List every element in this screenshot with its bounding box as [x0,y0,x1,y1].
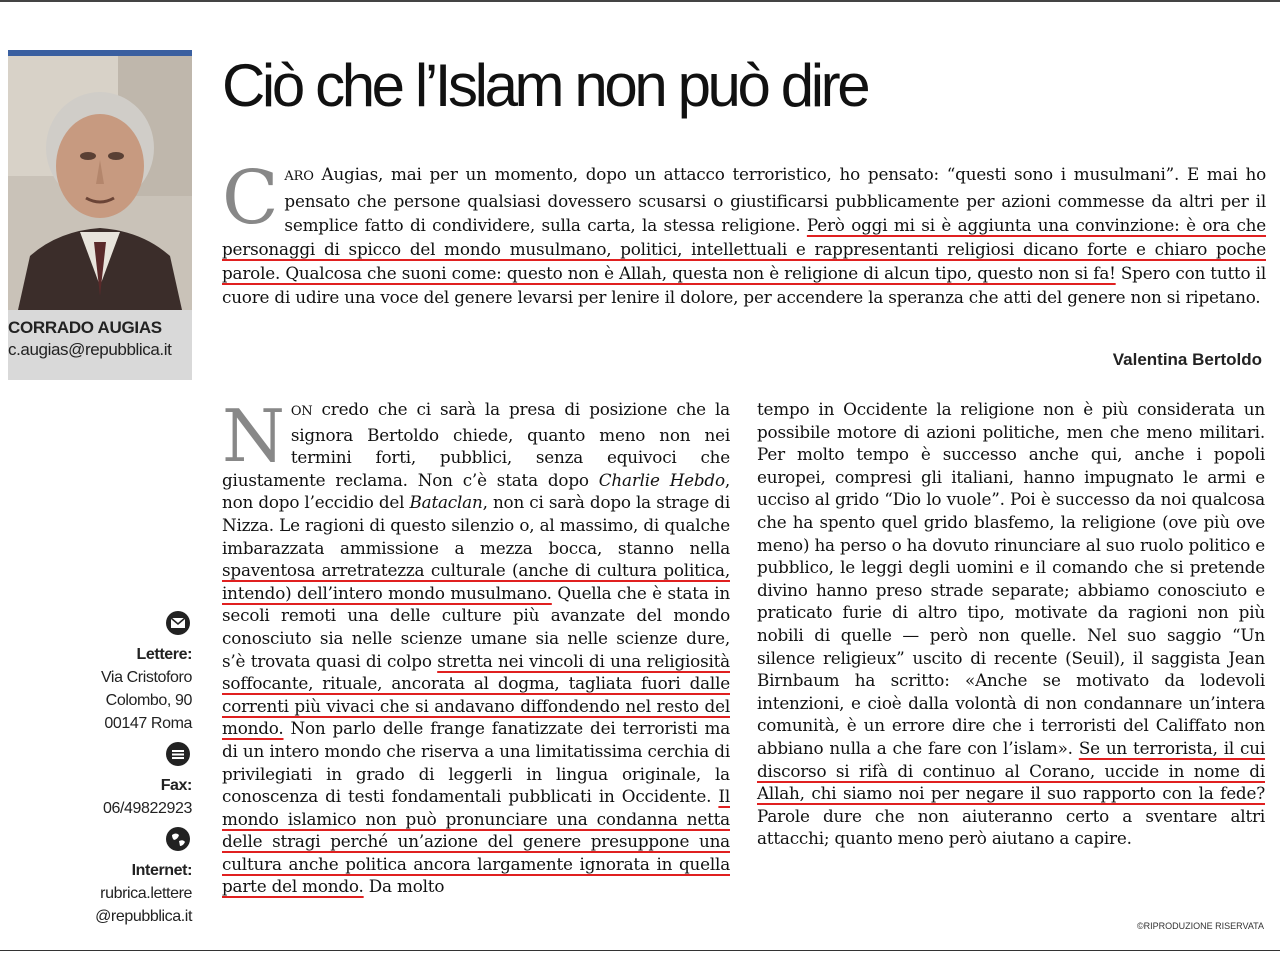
reader-letter [222,155,1266,309]
reply-text: Non parlo delle frange fanatizzate dei terroristi ma di un intero mondo che riserva a una limitatissima cerchia di privilegiati in grado di leggerli in lingua originale, la conoscenza di testi fondamentali pubblicati in Occidente. [222,718,730,807]
letters-address-line: Colombo, 90 [105,692,192,709]
globe-icon [165,826,191,852]
letters-label: Lettere: [136,646,192,663]
internet-address-line[interactable]: @repubblica.it [95,908,192,925]
reply-highlight: stretta nei vincoli di una religiosità soffocante, rituale, ancorata al dogma, tagliata fuori dalle correnti più vivaci che si andavano diffondendo nel resto del mondo. [222,650,730,739]
reply-highlight: spaventosa arretratezza culturale (anche di cultura politica, intendo) dell’intero mondo musulmano. [222,560,730,603]
reply-highlight: Il mondo islamico non può pronunciare una condanna netta delle stragi perché un’azione del genere presuppone una cultura anche politica ancora largamente ignorata in quella parte del mondo. [222,786,730,897]
fax-number: 06/49822923 [102,800,192,817]
reply-highlight: Se un terrorista, il cui discorso si rifà di continuo al Corano, uccide in nome di Allah, chi siamo noi per negare il suo rapporto con la fede? [757,737,1266,804]
reply-lead: ON [290,404,313,419]
bottom-rule [0,950,1280,951]
author-email[interactable]: c.augias@repubblica.it [8,340,172,359]
reply-text: tempo in Occidente la religione non è più considerata un possibile motore di azioni politiche, men che meno militari. Per molto tempo è successo anche qui, anche i popoli europei, compresi gli italiani, hanno impugnato le armi e ucciso al grido “Dio lo vuole”. Poi è successo da noi qualcosa che ha spento quel grido blasfemo, la religione (ove più ove meno) ha perso o ha dovuto rinunciare al suo ruolo politico e pubblico, le leggi degli uomini e il comando che si pretende divino hanno preso strade separate; abbiamo conosciuto e praticato furie di altro tipo, motivate da ragioni non più nobili di quelle — però non quelle. Nel suo saggio “Un silence religieux” uscito di recente (Seuil), il saggista Jean Birnbaum ha scritto: «Anche se motivato da lodevoli intenzioni, e cioè dalla volontà di non condannare un’intera comunità, è un errore dire che i terroristi del Califfato non abbiano nulla a che fare con l’islam». [757,399,1265,758]
letter-text: Spero con tutto il cuore di udire una voce del genere levarsi per lenire il dolore, per accendere la speranza che atti del genere non si ripetano. [222,263,1266,307]
envelope-icon [165,610,191,636]
fax-contact [8,774,192,820]
reply-text: , non dopo l’eccidio del [222,469,730,513]
reply-dropcap: N [222,394,285,478]
letter-dropcap: C [222,155,279,241]
letter-signature: Valentina Bertoldo [1112,350,1262,369]
reply-text: , non ci sarà dopo la strage di Nizza. Le ragioni di questo silenzio o, al massimo, di qualche imbarazzata ammissione a mezza bocca, stanno nella [222,492,730,558]
internet-address-line[interactable]: rubrica.lettere [100,885,192,902]
reply-italic: Charlie Hebdo [598,469,725,490]
reply-italic: Bataclan [409,492,483,513]
author-name: CORRADO AUGIAS [8,318,162,337]
reply-column-1 [222,394,730,898]
letter-highlight: Però oggi mi si è aggiunta una convinzione: è ora che personaggi di spicco del mondo musulmano, politici, intellettuali e rappresentanti religiosi dicano forte e chiaro poche parole. Qualcosa che suoni come: questo non è Allah, questa non è religione di alcun tipo, questo non si fa! [222,215,1266,283]
letter-text: Augias, mai per un momento, dopo un attacco terroristico, ho pensato: “questi sono i musulmani”. E mai ho pensato che persone qualsiasi dovessero scusarsi o giustificarsi pubblicamente per azioni commesse da altri per il semplice fatto di condividere, sulla carta, la stessa religione. [284,164,1266,235]
fax-icon [165,741,191,767]
top-rule [0,0,1280,2]
internet-contact [8,859,192,928]
copyright-notice: ©RIPRODUZIONE RISERVATA [1137,921,1264,931]
reply-text: credo che ci sarà la presa di posizione che la signora Bertoldo chiede, quanto meno non nei termini forti, pubblici, senza equivoci che giustamente reclama. Non c’è stata dopo [222,399,730,490]
author-portrait [8,56,192,310]
fax-label: Fax: [160,777,192,794]
letters-address-line: Via Cristoforo [100,669,192,686]
letters-contact [8,643,192,735]
letter-lead: ARO [284,169,314,184]
reply-text: Parole dure che non aiuteranno certo a sventare altri attacchi; quanto meno però aiutano a capire. [757,805,1265,849]
author-box [8,50,192,380]
reply-column-2 [757,398,1265,850]
article-title: Ciò che l’Islam non può dire [222,52,868,119]
internet-label: Internet: [131,862,192,879]
reply-text: Quella che è stata in secoli remoti una delle culture più avanzate del mondo conosciuto sia nelle scienze umane sia nelle scienze dure, s’è trovata quasi di colpo [222,582,730,671]
letters-address-line: 00147 Roma [104,715,192,732]
portrait-image [8,56,192,310]
reply-text: Da molto [363,876,445,897]
